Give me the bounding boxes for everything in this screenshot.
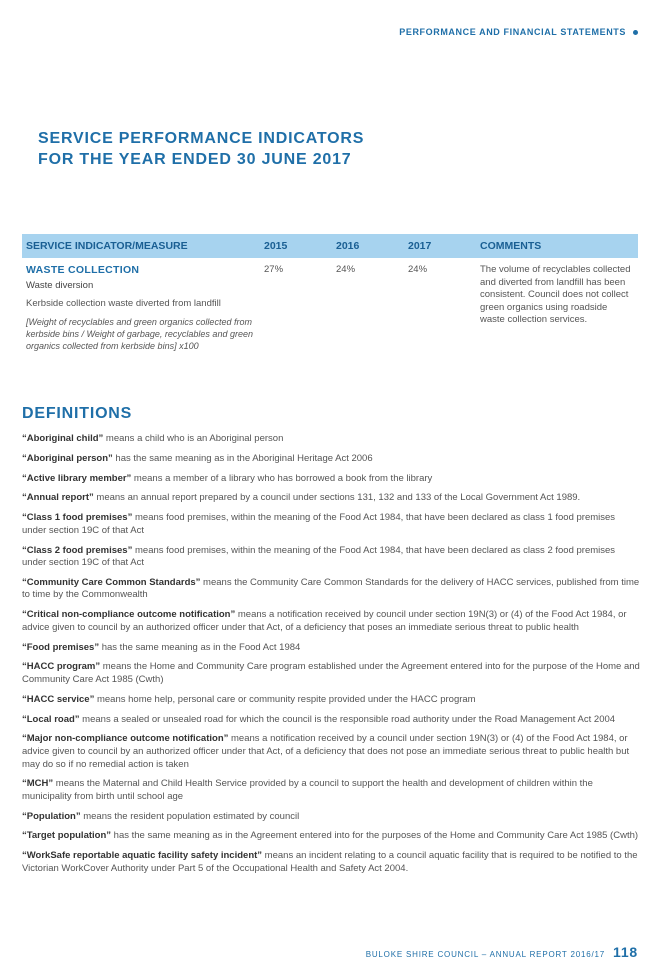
value-2015: 27% <box>264 264 284 275</box>
footer-report-title: BULOKE SHIRE COUNCIL – ANNUAL REPORT 2016/17 <box>365 950 605 959</box>
header-comments: COMMENTS <box>476 234 638 258</box>
definition-text: means the resident population estimated by council <box>80 810 300 822</box>
definition-text: means a member of a library who has borrowed a book from the library <box>131 472 433 484</box>
list-item <box>22 778 640 803</box>
definition-term: “Critical non-compliance outcome notification” <box>22 609 236 621</box>
table-row <box>22 258 638 352</box>
header-2017: 2017 <box>404 234 476 258</box>
list-item <box>22 473 640 486</box>
definition-term: “Aboriginal person” <box>22 452 113 464</box>
indicator-cell <box>22 258 260 352</box>
definition-term: “Population” <box>22 810 81 822</box>
list-item <box>22 850 640 875</box>
section-header-label: PERFORMANCE AND FINANCIAL STATEMENTS <box>399 27 626 37</box>
definition-term: “Local road” <box>22 713 80 725</box>
definition-text: has the same meaning as in the Agreement entered into for the purposes of the Home and Community Care Act 1985 (Cwth) <box>111 830 639 842</box>
definition-text: means a notification received by a council under section 19N(3) or (4) of the Food Act 1984, or advice given to council by an authorized officer under that Act, of a deficiency that does not pose an immediate serious threat to public health but may do so if no remedial action is taken <box>22 733 630 770</box>
value-2016: 24% <box>336 264 356 275</box>
list-item <box>22 642 640 655</box>
definition-term: “Food premises” <box>22 641 100 653</box>
bullet-dot-icon <box>633 30 638 35</box>
definition-text: means home help, personal care or community respite provided under the HACC program <box>94 693 476 705</box>
definition-text: means a notification received by council under section 19N(3) or (4) of the Food Act 1984, or advice given to council by an authorized officer under that Act, of a deficiency that poses an immediate serious threat to public health <box>22 609 627 633</box>
list-item <box>22 577 640 602</box>
definition-text: means an incident relating to a council aquatic facility that is required to be notified to the Victorian WorkCover Authority under Part 5 of the Occupational Health and Safety Act 2004. <box>22 850 638 874</box>
definitions-list <box>22 433 640 883</box>
definition-text: means a sealed or unsealed road for which the council is the responsible road authority under the Road Management Act 2004 <box>79 713 616 725</box>
definition-text: means the Community Care Common Standards for the delivery of HACC services, published from time to time by the Commonwealth <box>22 576 640 601</box>
definition-term: “Class 1 food premises” <box>22 512 133 524</box>
list-item <box>22 453 640 466</box>
definition-term: “Target population” <box>22 830 112 842</box>
definition-term: “Annual report” <box>22 492 94 504</box>
page-title-line-1: SERVICE PERFORMANCE INDICATORS <box>38 130 365 147</box>
list-item <box>22 512 640 537</box>
definition-text: means the Home and Community Care program established under the Agreement entered into for the purpose of the Home and Community Care Act 1985 (Cwth) <box>22 661 640 685</box>
table-header-row <box>22 234 638 258</box>
list-item <box>22 714 640 727</box>
definition-text: has the same meaning as in the Food Act 1984 <box>99 641 301 653</box>
list-item <box>22 830 640 843</box>
page-number: 118 <box>613 944 638 960</box>
header-2016: 2016 <box>332 234 404 258</box>
indicator-formula: [Weight of recyclables and green organics collected from kerbside bins / Weight of garbage, recyclables and green organics collected from kerbside bins] x100 <box>26 317 253 351</box>
service-indicator-table <box>22 234 638 352</box>
comment-cell: The volume of recyclables collected and diverted from landfill has been consistent. Council does not collect green organics using roadside waste collection services. <box>480 264 631 325</box>
definition-term: “Class 2 food premises” <box>22 544 133 556</box>
page-title-line-2: FOR THE YEAR ENDED 30 JUNE 2017 <box>38 151 352 168</box>
indicator-measure: Kerbside collection waste diverted from landfill <box>26 298 221 309</box>
section-header <box>399 27 638 37</box>
list-item <box>22 433 640 446</box>
definition-term: “Active library member” <box>22 472 132 484</box>
definition-text: has the same meaning as in the Aboriginal Heritage Act 2006 <box>112 452 373 464</box>
list-item <box>22 733 640 771</box>
definition-term: “MCH” <box>22 778 54 790</box>
definitions-heading: DEFINITIONS <box>22 405 133 422</box>
header-indicator: SERVICE INDICATOR/MEASURE <box>22 234 260 258</box>
definition-term: “HACC service” <box>22 693 95 705</box>
indicator-name: Waste diversion <box>26 280 94 291</box>
list-item <box>22 811 640 824</box>
definition-term: “WorkSafe reportable aquatic facility safety incident” <box>22 850 263 862</box>
value-2017: 24% <box>408 264 428 275</box>
list-item <box>22 661 640 686</box>
definition-text: means food premises, within the meaning of the Food Act 1984, that have been declared as class 2 food premises under section 19C of that Act <box>22 544 616 569</box>
definition-text: means food premises, within the meaning of the Food Act 1984, that have been declared as class 1 food premises under section 19C of that Act <box>22 512 616 536</box>
definition-term: “Major non-compliance outcome notification” <box>22 733 229 745</box>
list-item <box>22 545 640 570</box>
definition-term: “Aboriginal child” <box>22 433 104 444</box>
definition-text: means the Maternal and Child Health Service provided by a council to support the health and development of children within the municipality from birth until school age <box>22 778 593 802</box>
page-title <box>38 128 364 170</box>
definition-term: “Community Care Common Standards” <box>22 576 201 588</box>
list-item <box>22 694 640 707</box>
header-2015: 2015 <box>260 234 332 258</box>
definition-text: means a child who is an Aboriginal person <box>103 433 284 444</box>
list-item <box>22 609 640 634</box>
indicator-category: WASTE COLLECTION <box>26 264 140 276</box>
definition-term: “HACC program” <box>22 661 101 673</box>
definition-text: means an annual report prepared by a council under sections 131, 132 and 133 of the Local Government Act 1989. <box>93 492 581 504</box>
list-item <box>22 492 640 505</box>
